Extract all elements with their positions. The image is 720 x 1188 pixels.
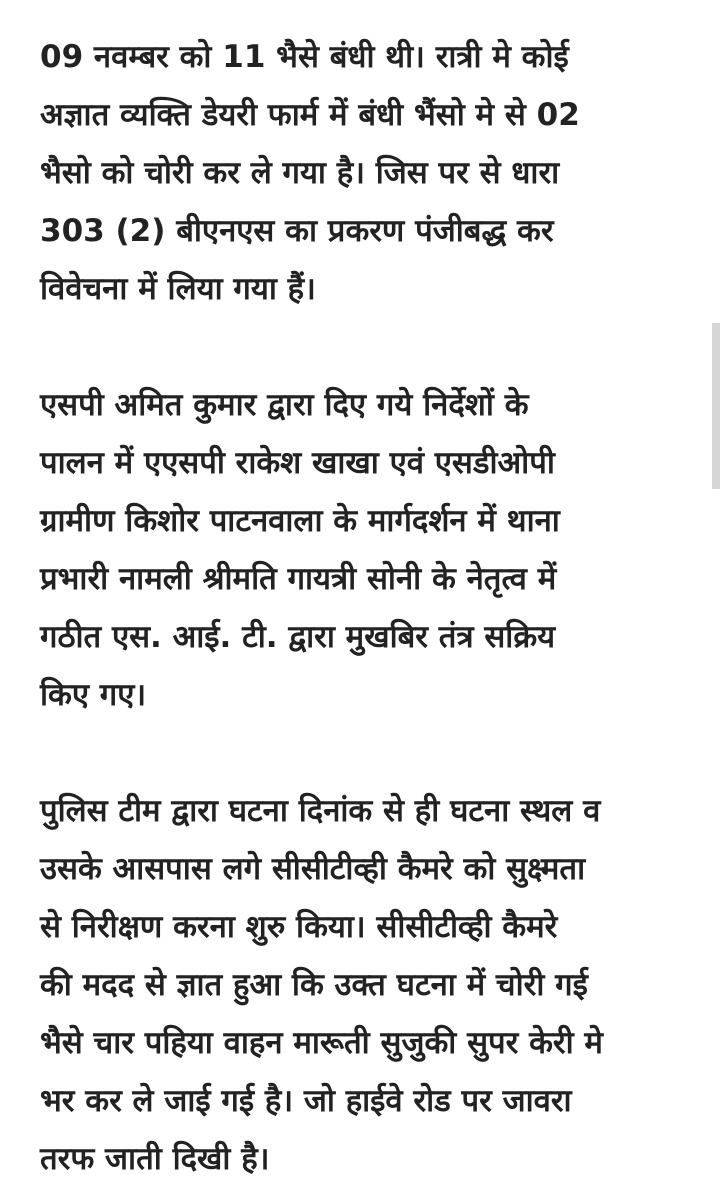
paragraph-3: [40, 782, 680, 1188]
article-body: [40, 28, 680, 1188]
text-line: भैसे चार पहिया वाहन मारूती सुजुकी सुपर केरी मे: [40, 1025, 603, 1061]
text-line: तरफ जाती दिखी है।: [40, 1141, 270, 1177]
text-line: प्रभारी नामली श्रीमति गायत्री सोनी के नेतृत्व में: [40, 561, 557, 597]
text-line: भर कर ले जाई गई है। जो हाईवे रोड पर जावरा: [40, 1083, 572, 1119]
scrollbar-thumb[interactable]: [712, 323, 720, 489]
text-line: किए गए।: [40, 677, 147, 713]
paragraph-2: [40, 376, 680, 724]
text-line: गठीत एस. आई. टी. द्वारा मुखबिर तंत्र सक्रिय: [40, 619, 556, 655]
text-line: की मदद से ज्ञात हुआ कि उक्त घटना में चोरी गई: [40, 967, 588, 1003]
text-line: उसके आसपास लगे सीसीटीव्ही कैमरे को सुक्ष्मता: [40, 851, 586, 887]
text-line: विवेचना में लिया गया हैं।: [40, 271, 316, 307]
text-line: अज्ञात व्यक्ति डेयरी फार्म में बंधी भैंसो मे से 02: [40, 97, 580, 133]
text-line: 303 (2) बीएनएस का प्रकरण पंजीबद्ध कर: [40, 213, 554, 249]
text-line: 09 नवम्बर को 11 भैसे बंधी थी। रात्री मे कोई: [40, 39, 569, 75]
text-line: पालन में एएसपी राकेश खाखा एवं एसडीओपी: [40, 445, 555, 481]
text-line: एसपी अमित कुमार द्वारा दिए गये निर्देशों के: [40, 387, 529, 423]
text-line: से निरीक्षण करना शुरु किया। सीसीटीव्ही कैमरे: [40, 909, 558, 945]
text-line: ग्रामीण किशोर पाटनवाला के मार्गदर्शन में थाना: [40, 503, 560, 539]
text-line: भैसो को चोरी कर ले गया है। जिस पर से धारा: [40, 155, 560, 191]
paragraph-1: [40, 28, 680, 318]
text-line: पुलिस टीम द्वारा घटना दिनांक से ही घटना स्थल व: [40, 793, 601, 829]
